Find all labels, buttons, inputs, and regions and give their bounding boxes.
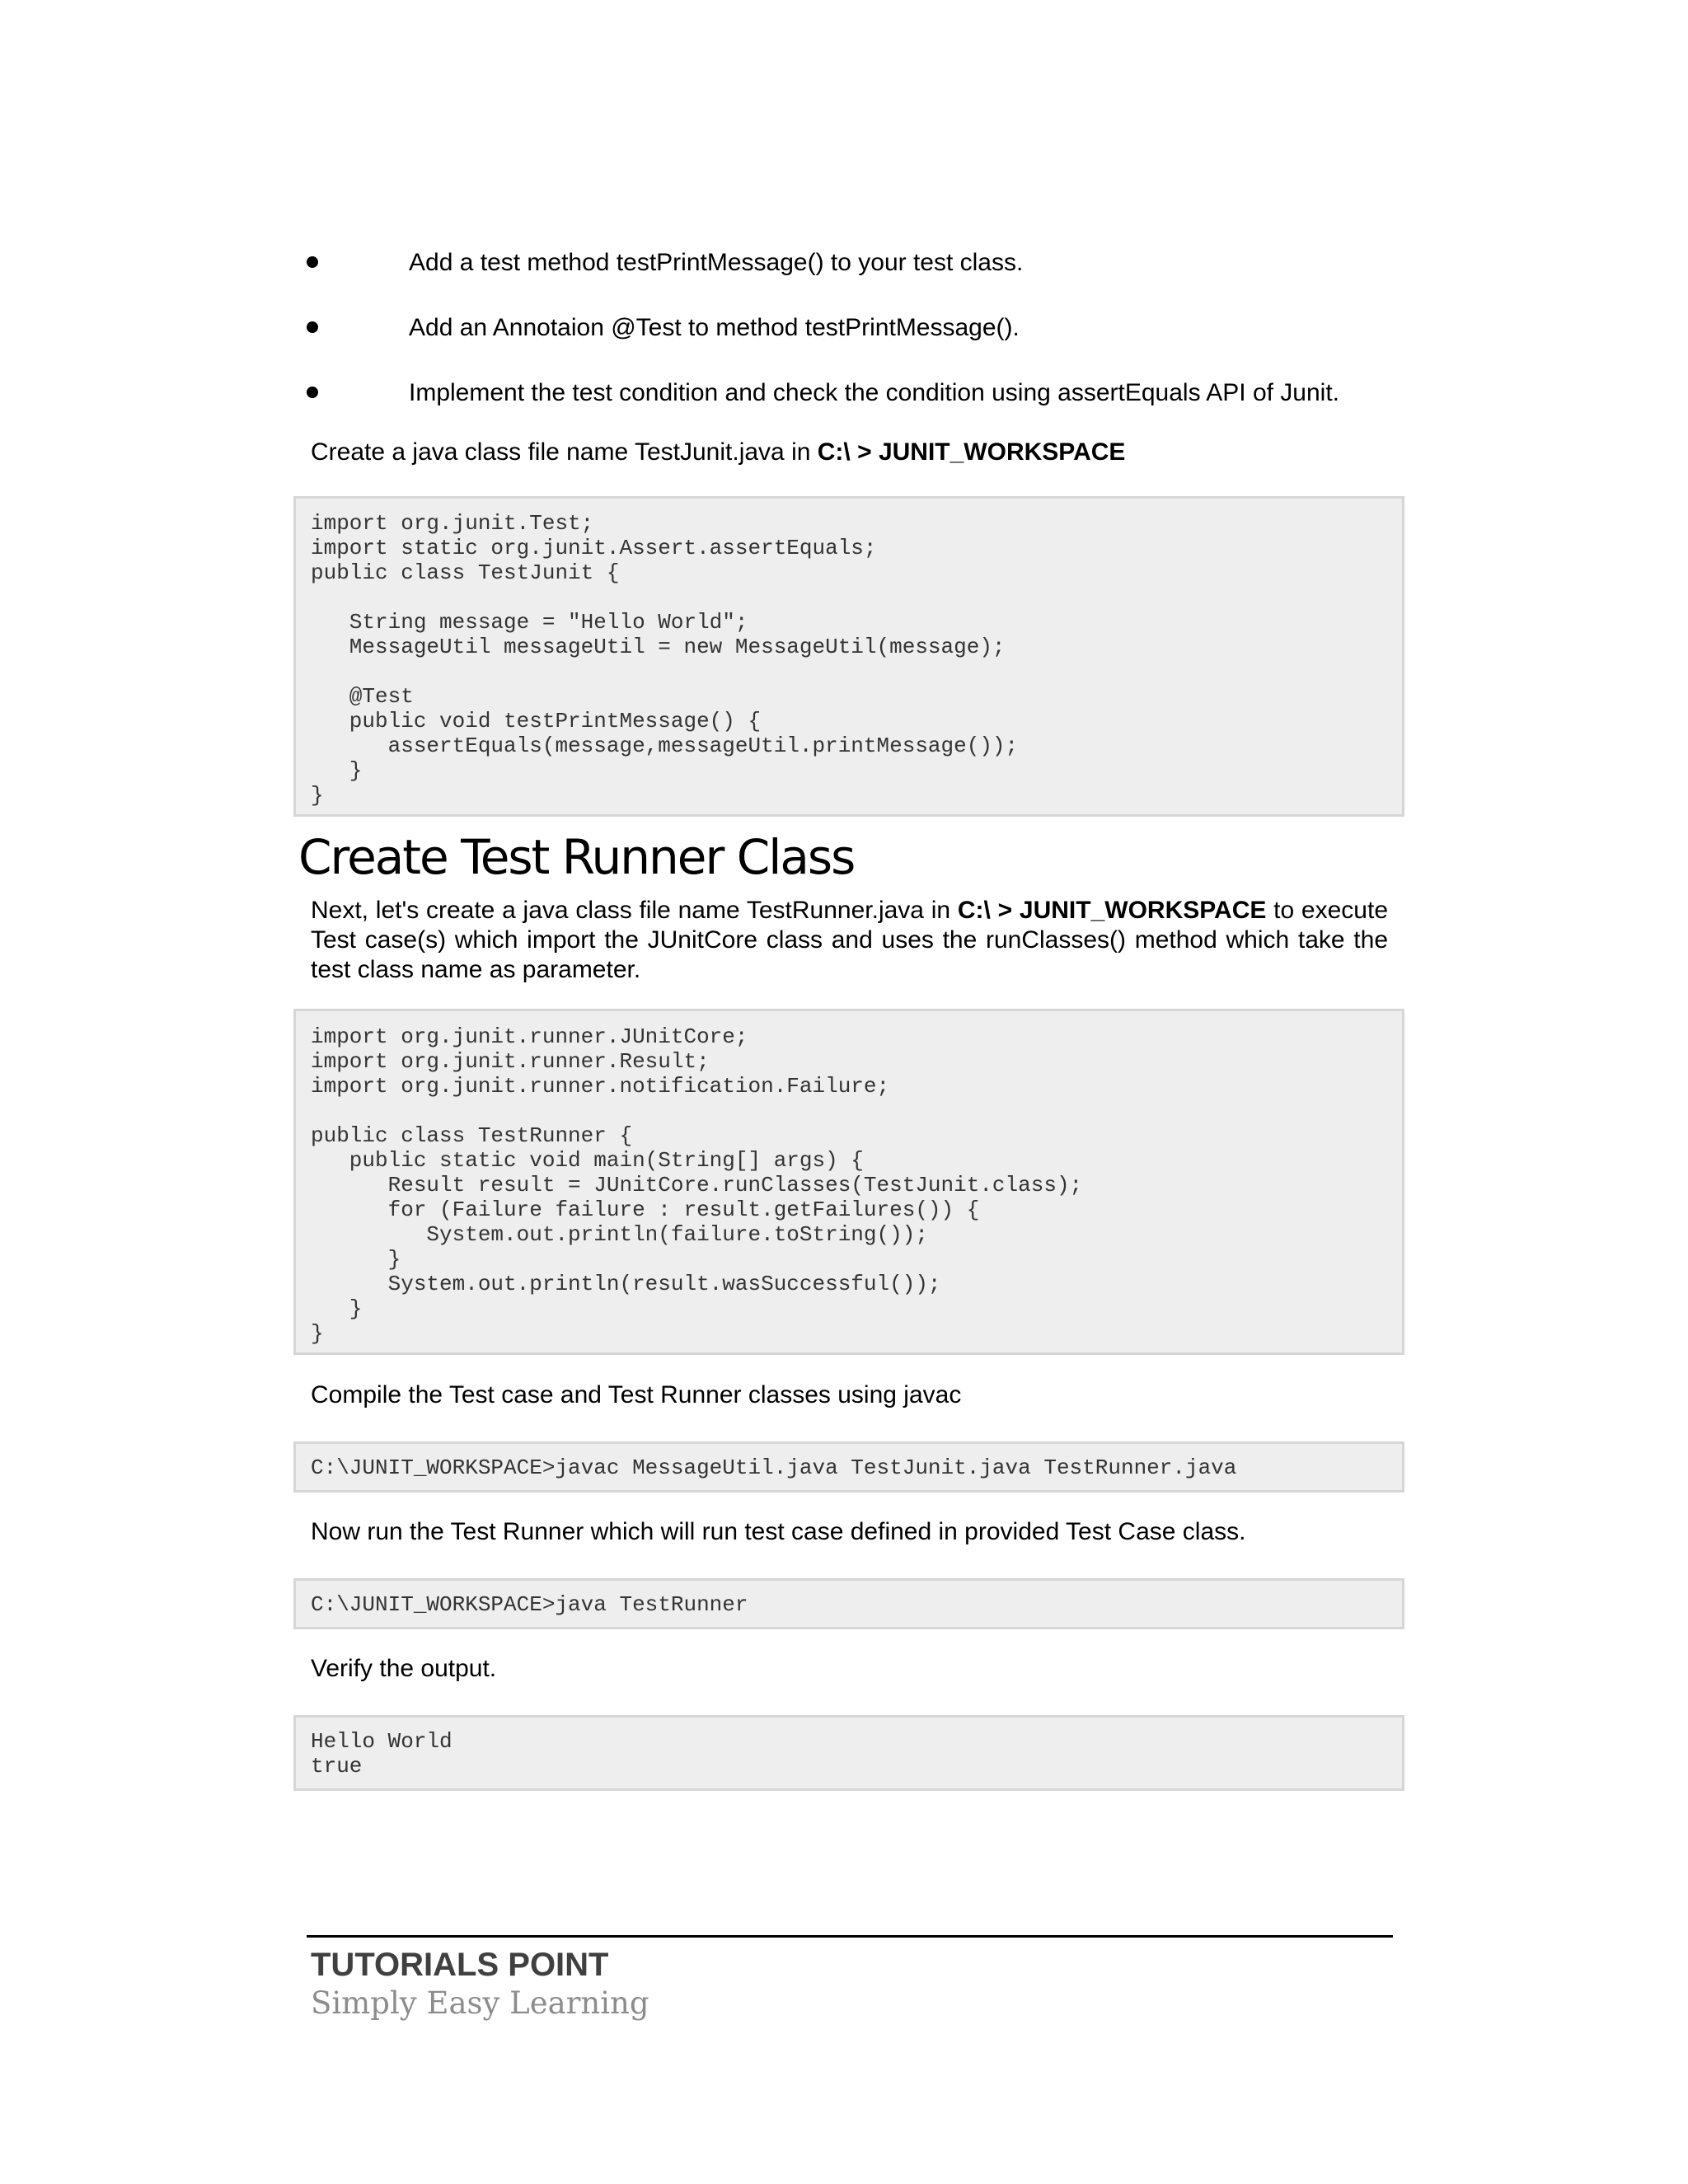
footer-divider bbox=[307, 1935, 1393, 1938]
code-testrunner: import org.junit.runner.JUnitCore; import org.junit.runner.Result; import org.junit.runner.notification.Failure; public class TestRunner { public static void main(String[] args) { Result result = JUnitCore.runClasses(TestJunit.class); for (Failure failure : result.getFailures()) { System.out.println(failure.toString()); } System.out.println(result.wasSuccessful()); } } bbox=[311, 1024, 1083, 1346]
bullet-icon bbox=[307, 387, 318, 398]
create-testjunit-paragraph bbox=[311, 438, 1388, 467]
program-output: Hello World true bbox=[311, 1729, 452, 1779]
footer-tagline: Simply Easy Learning bbox=[311, 1985, 649, 2021]
compile-command: C:\JUNIT_WORKSPACE>javac MessageUtil.java TestJunit.java TestRunner.java bbox=[311, 1455, 1237, 1480]
section-heading: Create Test Runner Class bbox=[298, 829, 855, 885]
verify-paragraph: Verify the output. bbox=[311, 1655, 497, 1682]
code-block-testjunit bbox=[293, 496, 1404, 817]
runner-intro-text: Next, let's create a java class file name TestRunner.java in bbox=[311, 897, 958, 924]
list-item-text: Implement the test condition and check the condition using assertEquals API of Junit. bbox=[409, 379, 1339, 406]
code-testjunit: import org.junit.Test; import static org.junit.Assert.assertEquals; public class TestJunit { String message = "Hello World"; MessageUtil messageUtil = new MessageUtil(message); @Test public void testPrintMessage() { assertEquals(message,messageUtil.printMessage()); } } bbox=[311, 511, 1019, 808]
workspace-path: C:\ > JUNIT_WORKSPACE bbox=[817, 438, 1126, 466]
run-paragraph: Now run the Test Runner which will run test case defined in provided Test Case class. bbox=[311, 1518, 1246, 1545]
create-testjunit-text: Create a java class file name TestJunit.java in bbox=[311, 438, 818, 466]
bullet-icon bbox=[307, 321, 318, 333]
runner-intro-paragraph bbox=[311, 896, 1388, 985]
workspace-path: C:\ > JUNIT_WORKSPACE bbox=[957, 897, 1267, 924]
code-block-testrunner bbox=[293, 1009, 1404, 1355]
code-block-run bbox=[293, 1578, 1404, 1629]
code-block-compile bbox=[293, 1441, 1404, 1493]
compile-paragraph: Compile the Test case and Test Runner classes using javac bbox=[311, 1381, 962, 1408]
bullet-icon bbox=[307, 256, 318, 268]
runner-intro-suffix: to execute Test case(s) which import the JUnitCore class and uses the runClasses() method which take the test class name as parameter. bbox=[311, 897, 1388, 983]
run-command: C:\JUNIT_WORKSPACE>java TestRunner bbox=[311, 1592, 748, 1617]
list-item-text: Add an Annotaion @Test to method testPrintMessage(). bbox=[409, 314, 1020, 341]
list-item-text: Add a test method testPrintMessage() to your test class. bbox=[409, 249, 1024, 276]
footer-brand: TUTORIALS POINT bbox=[311, 1947, 609, 1983]
code-block-output bbox=[293, 1715, 1404, 1791]
